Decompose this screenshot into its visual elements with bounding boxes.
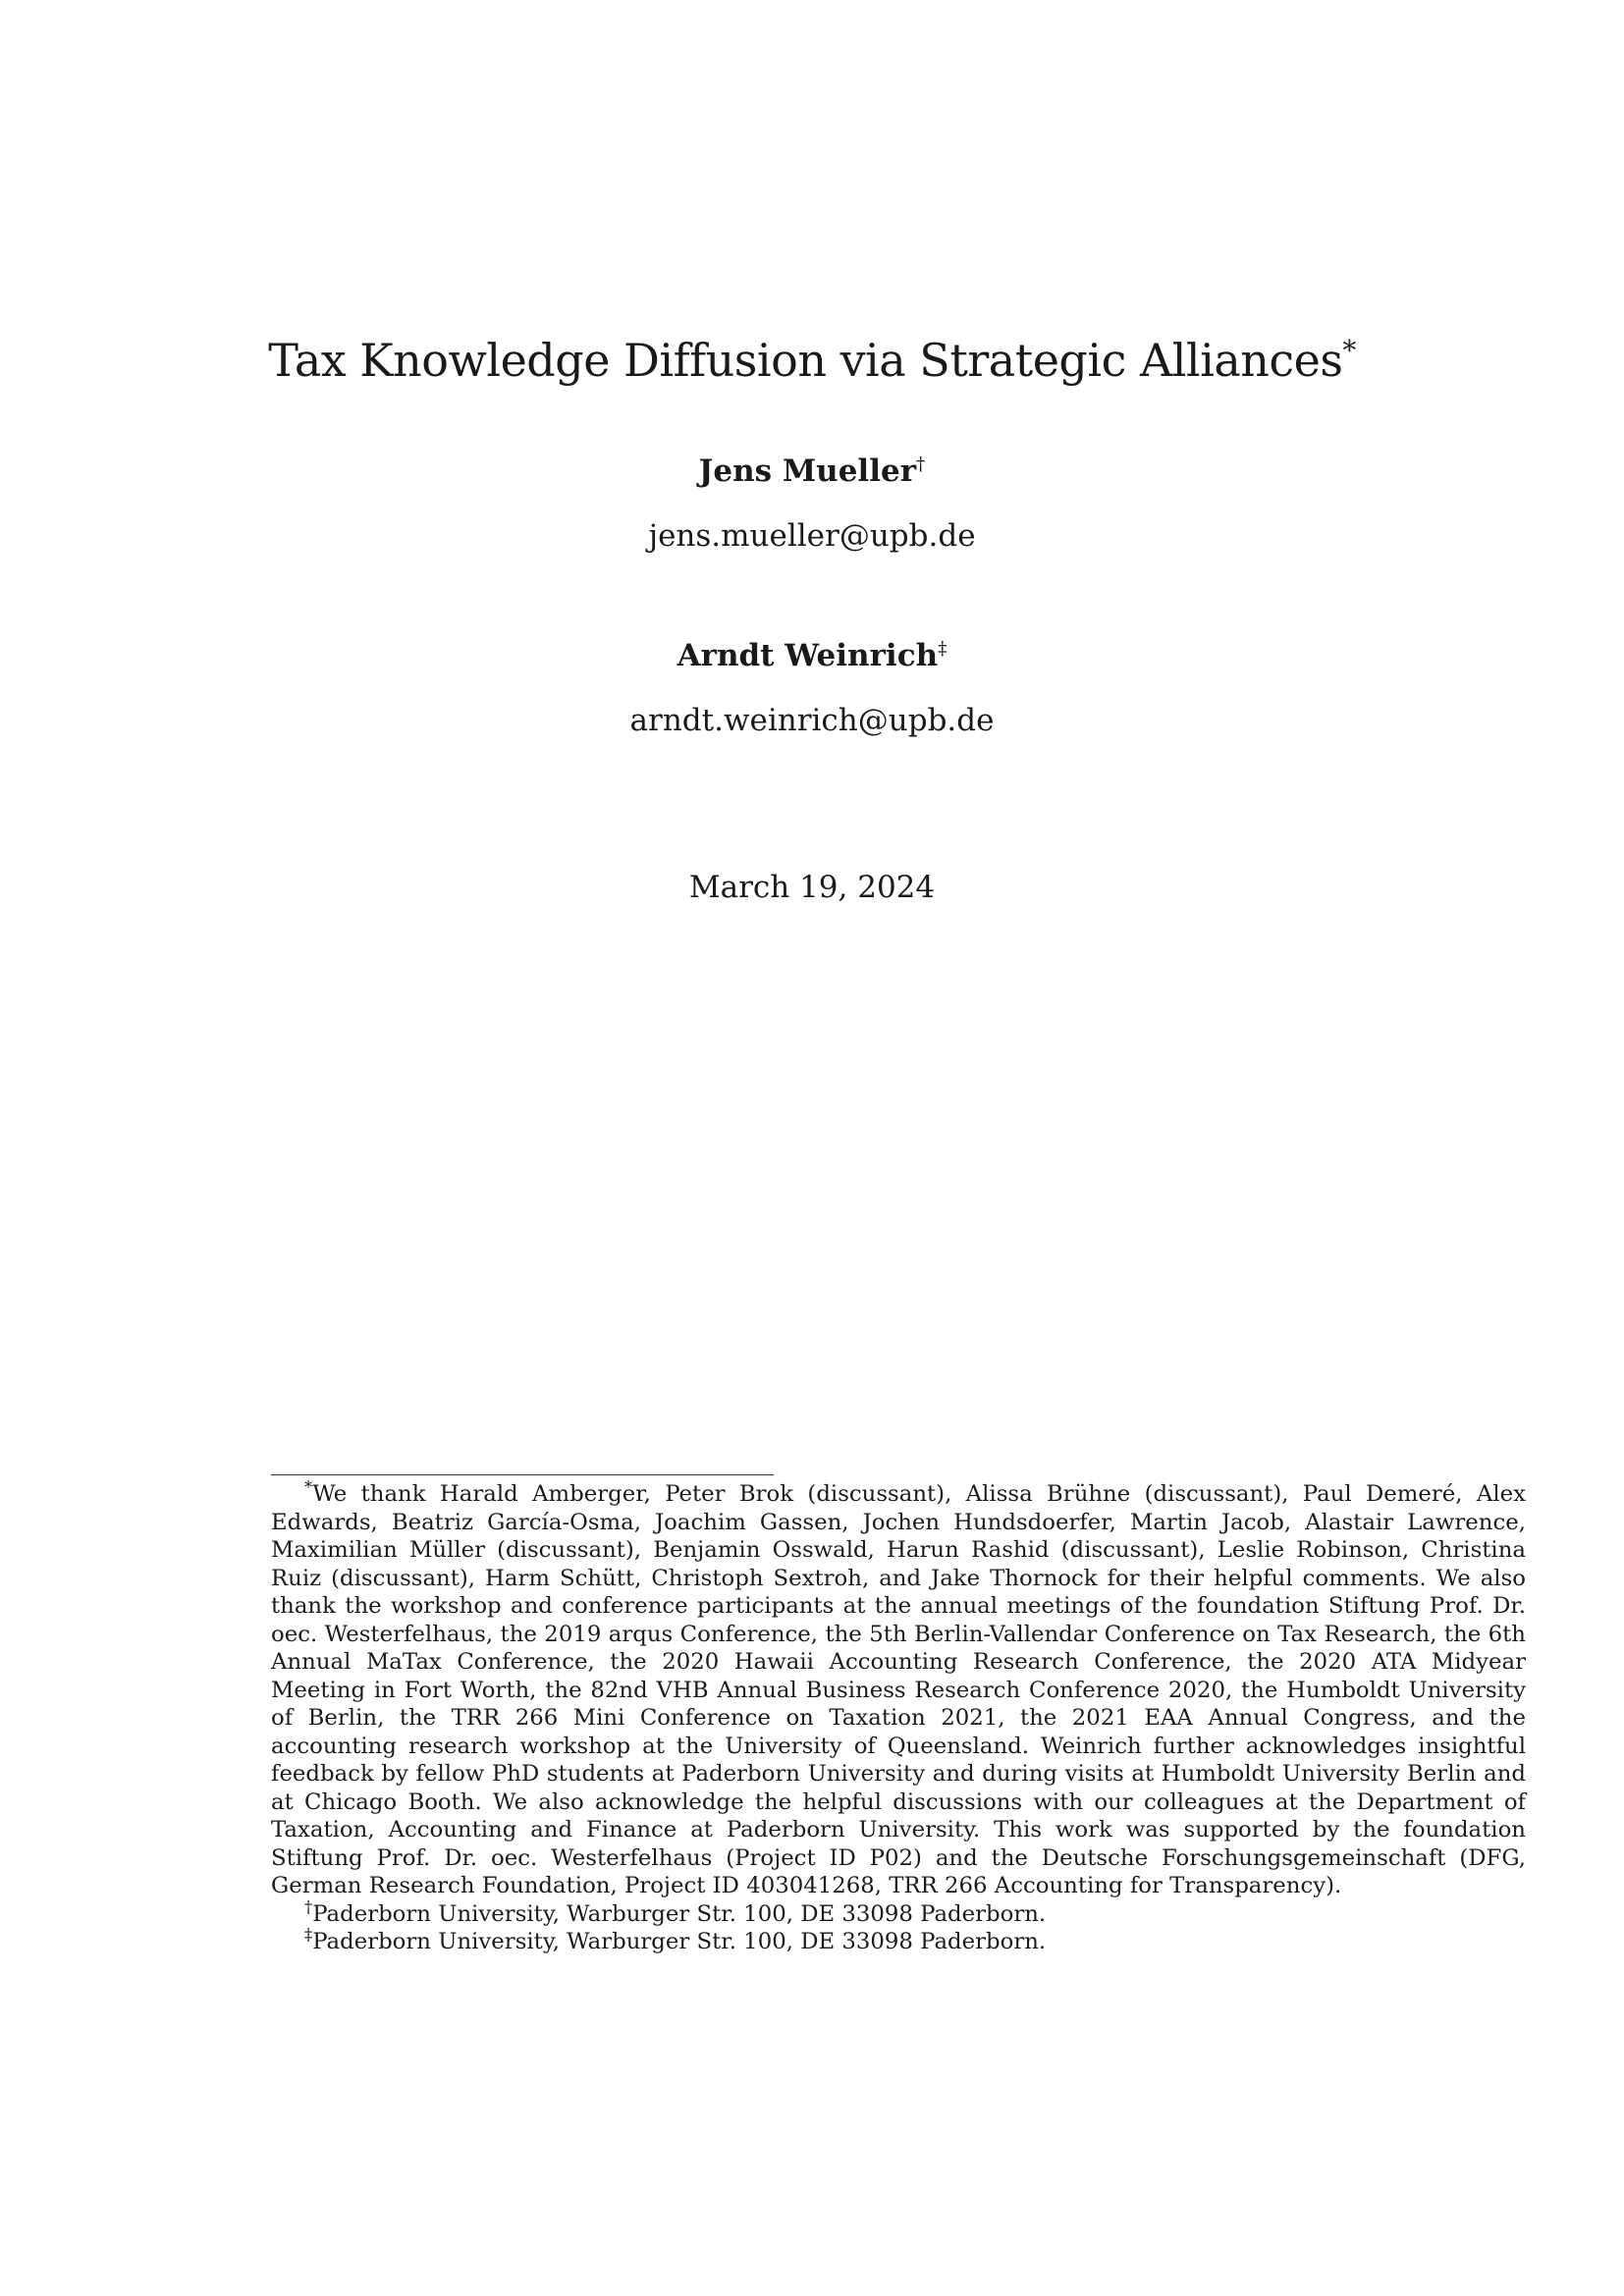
paper-title bbox=[0, 334, 1624, 387]
author-name-2 bbox=[0, 638, 1624, 673]
paper-date: March 19, 2024 bbox=[688, 870, 936, 905]
footnotes bbox=[271, 1477, 1526, 1956]
author-email-1: jens.mueller@upb.de bbox=[648, 518, 976, 554]
footnote-acknowledgements bbox=[271, 1477, 1526, 1900]
title-footnote-mark: * bbox=[1342, 334, 1356, 367]
author-name-1-text: Jens Mueller bbox=[698, 454, 917, 489]
footnote-divider bbox=[271, 1474, 774, 1475]
author-1-footnote-mark: † bbox=[916, 454, 926, 475]
author-name-1 bbox=[0, 454, 1624, 489]
paper-title-text: Tax Knowledge Diffusion via Strategic Alliances bbox=[268, 334, 1343, 387]
author-name-2-text: Arndt Weinrich bbox=[677, 638, 939, 673]
author-email-2: arndt.weinrich@upb.de bbox=[629, 703, 995, 738]
footnote-mark: * bbox=[304, 1477, 313, 1497]
footnote-mark: † bbox=[304, 1896, 313, 1916]
footnote-mark: ‡ bbox=[304, 1925, 313, 1945]
footnote-text: Paderborn University, Warburger Str. 100, DE 33098 Paderborn. bbox=[312, 1929, 1047, 1954]
footnote-affiliation-2 bbox=[271, 1925, 1526, 1956]
author-2-footnote-mark: ‡ bbox=[938, 638, 947, 660]
footnote-affiliation-1 bbox=[271, 1896, 1526, 1929]
footnote-text: Paderborn University, Warburger Str. 100, DE 33098 Paderborn. bbox=[312, 1900, 1047, 1927]
footnote-text: We thank Harald Amberger, Peter Brok (discussant), Alissa Brühne (discussant), Paul Demeré, Alex Edwards, Beatriz García-Osma, Joachim Gassen, Jochen Hundsdoerfer, Martin Jacob, Alastair Lawrence, Maximilian Müller (discussant), Benjamin Osswald, Harun Rashid (discussant), Leslie Robinson, Christina Ruiz (discussant), Harm Schütt, Christoph Sextroh, and Jake Thornock for their helpful comments. We also thank the workshop and conference participants at the annual meetings of the foundation Stiftung Prof. Dr. oec. Westerfelhaus, the 2019 arqus Conference, the 5th Berlin-Vallendar Conference on Tax Research, the 6th Annual MaTax Conference, the 2020 Hawaii Accounting Research Conference, the 2020 ATA Midyear Meeting in Fort Worth, the 82nd VHB Annual Business Research Conference 2020, the Humboldt University of Berlin, the TRR 266 Mini Conference on Taxation 2021, the 2021 EAA Annual Congress, and the accounting research workshop at the University of Queensland. Weinrich further acknowledges insightful feedback by fellow PhD students at Paderborn University and during visits at Humboldt University Berlin and at Chicago Booth. We also acknowledge the helpful discussions with our colleagues at the Department of Taxation, Accounting and Finance at Paderborn University. This work was supported by the foundation Stiftung Prof. Dr. oec. Westerfelhaus (Project ID P02) and the Deutsche Forschungsgemeinschaft (DFG, German Research Foundation, Project ID 403041268, TRR 266 Accounting for Transparency). bbox=[271, 1481, 1526, 1898]
